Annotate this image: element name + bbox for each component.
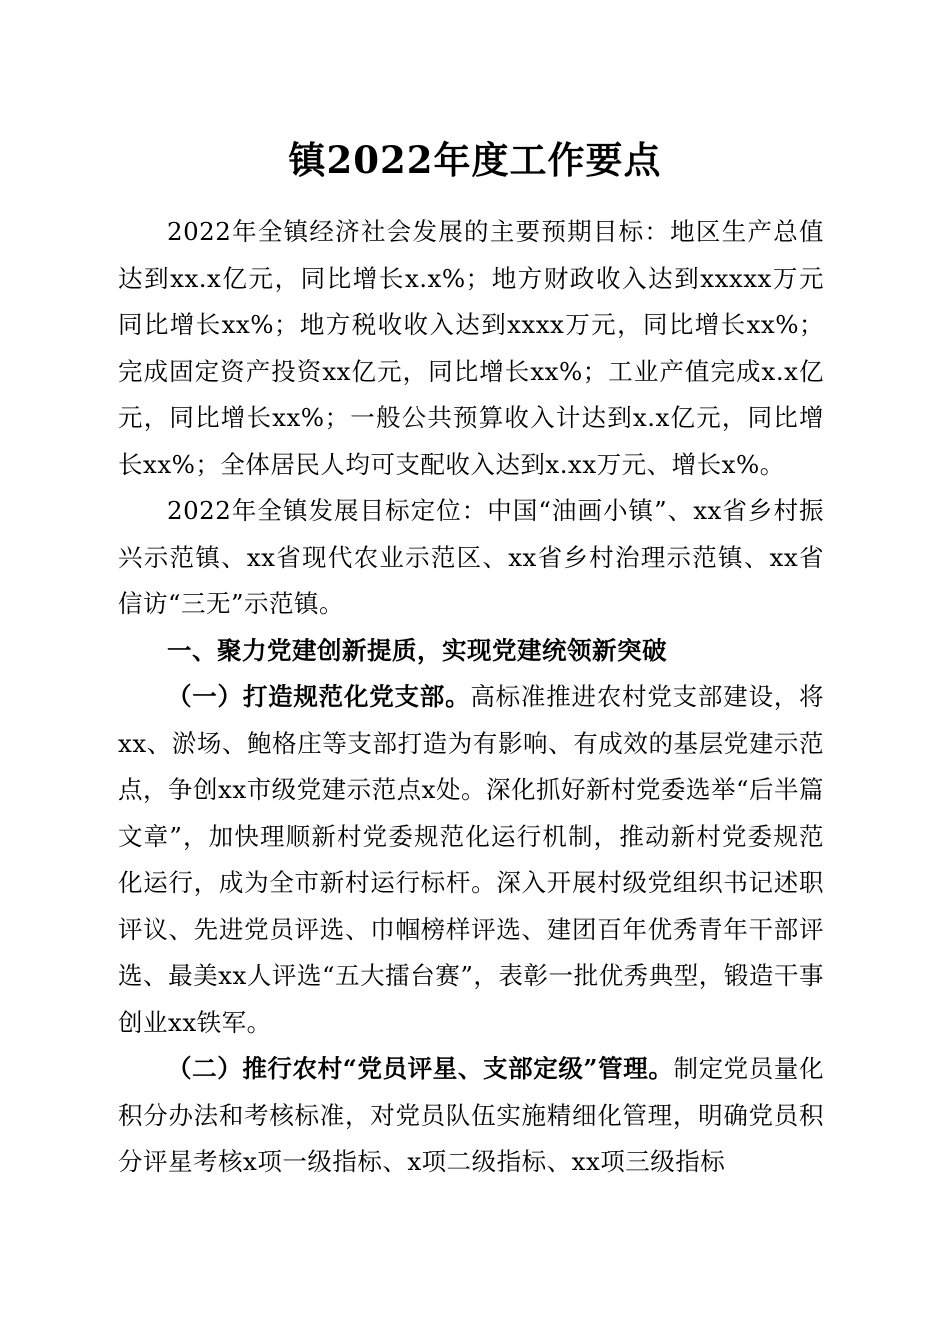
section-1-item-1 — [118, 674, 824, 1046]
document-title: 镇2022年度工作要点 — [288, 138, 662, 182]
goals-paragraph: 2022年全镇经济社会发展的主要预期目标：地区生产总值达到xx.x亿元，同比增长x.x%；地方财政收入达到xxxxx万元同比增长xx%；地方税收收入达到xxxx万元，同比增长xx%；完成固定资产投资xx亿元，同比增长xx%；工业产值完成x.x亿元，同比增长xx%；一般公共预算收入计达到x.x亿元，同比增长xx%；全体居民人均可支配收入达到x.xx万元、增长x%。 — [118, 217, 824, 479]
item-2-lead: （二）推行农村“党员评星、支部定级”管理。 — [167, 1054, 674, 1083]
item-1-lead: （一）打造规范化党支部。 — [167, 682, 471, 711]
document-body — [118, 209, 824, 1186]
positioning-paragraph: 2022年全镇发展目标定位：中国“油画小镇”、xx省乡村振兴示范镇、xx省现代农业示范区、xx省乡村治理示范镇、xx省信访“三无”示范镇。 — [118, 496, 824, 618]
section-1-item-2 — [118, 1046, 824, 1186]
item-2-text: 制定党员量化积分办法和考核标准，对党员队伍实施精细化管理，明确党员积分评星考核x项一级指标、x项二级指标、xx项三级指标 — [118, 1054, 825, 1176]
item-1-text: 高标准推进农村党支部建设，将xx、淤场、鲍格庄等支部打造为有影响、有成效的基层党建示范点，争创xx市级党建示范点x处。深化抓好新村党委选举“后半篇文章”，加快理顺新村党委规范化运行机制，推动新村党委规范化运行，成为全市新村运行标杆。深入开展村级党组织书记述职评议、先进党员评选、巾帼榜样评选、建团百年优秀青年干部评选、最美xx人评选“五大擂台赛”，表彰一批优秀典型，锻造干事创业xx铁军。 — [118, 682, 824, 1037]
section-1-heading: 一、聚力党建创新提质，实现党建统领新突破 — [167, 635, 667, 665]
